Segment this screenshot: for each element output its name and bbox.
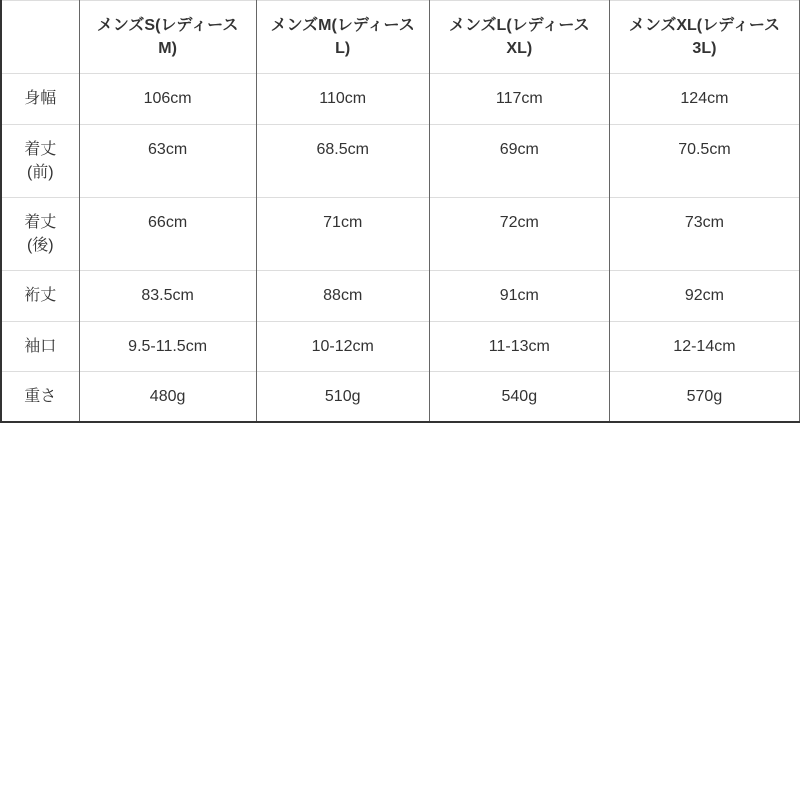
- table-row-body-width: [1, 74, 800, 124]
- value-cell: 66cm: [79, 197, 256, 270]
- value-cell: 110cm: [256, 74, 429, 124]
- value-cell: 91cm: [429, 271, 609, 321]
- table-row-length-front: [1, 124, 800, 197]
- table-row-cuff: [1, 321, 800, 371]
- table-row-length-back: [1, 197, 800, 270]
- value-cell: 10-12cm: [256, 321, 429, 371]
- row-header-weight: 重さ: [1, 371, 79, 422]
- row-header-length-front: 着丈 (前): [1, 124, 79, 197]
- value-cell: 88cm: [256, 271, 429, 321]
- value-cell: 540g: [429, 371, 609, 422]
- value-cell: 92cm: [609, 271, 799, 321]
- value-cell: 12-14cm: [609, 321, 799, 371]
- value-cell: 570g: [609, 371, 799, 422]
- value-cell: 124cm: [609, 74, 799, 124]
- row-header-length-back: 着丈 (後): [1, 197, 79, 270]
- table-row-weight: [1, 371, 800, 422]
- row-header-sleeve-length: 裄丈: [1, 271, 79, 321]
- value-cell: 117cm: [429, 74, 609, 124]
- value-cell: 68.5cm: [256, 124, 429, 197]
- value-cell: 70.5cm: [609, 124, 799, 197]
- header-row: [1, 1, 800, 74]
- corner-cell: [1, 1, 79, 74]
- column-header-mens-xl: メンズXL(レディース 3L): [609, 1, 799, 74]
- table-row-sleeve-length: [1, 271, 800, 321]
- column-header-mens-m: メンズM(レディース L): [256, 1, 429, 74]
- value-cell: 11-13cm: [429, 321, 609, 371]
- column-header-mens-s: メンズS(レディース M): [79, 1, 256, 74]
- value-cell: 69cm: [429, 124, 609, 197]
- column-header-mens-l: メンズL(レディース XL): [429, 1, 609, 74]
- value-cell: 72cm: [429, 197, 609, 270]
- row-header-body-width: 身幅: [1, 74, 79, 124]
- value-cell: 71cm: [256, 197, 429, 270]
- value-cell: 83.5cm: [79, 271, 256, 321]
- value-cell: 9.5-11.5cm: [79, 321, 256, 371]
- row-header-cuff: 袖口: [1, 321, 79, 371]
- value-cell: 106cm: [79, 74, 256, 124]
- value-cell: 73cm: [609, 197, 799, 270]
- value-cell: 510g: [256, 371, 429, 422]
- value-cell: 63cm: [79, 124, 256, 197]
- value-cell: 480g: [79, 371, 256, 422]
